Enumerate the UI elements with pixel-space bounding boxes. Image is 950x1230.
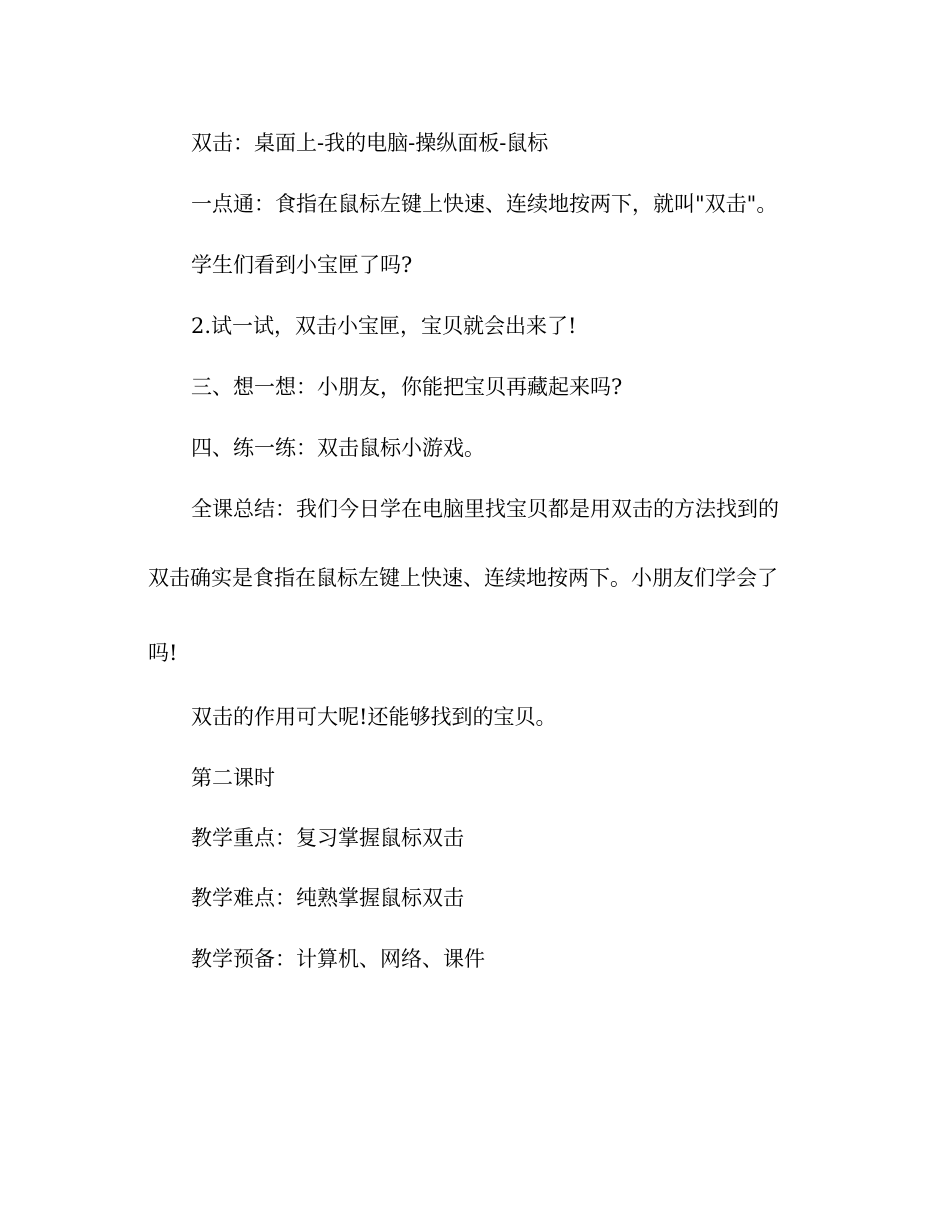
paragraph-tip: 一点通：食指在鼠标左键上快速、连续地按两下，就叫"双击"。	[191, 192, 778, 216]
paragraph-think: 三、想一想：小朋友，你能把宝贝再藏起来吗?	[191, 375, 623, 399]
paragraph-double-click-path: 双击：桌面上-我的电脑-操纵面板-鼠标	[191, 131, 549, 155]
paragraph-key-point: 教学重点：复习掌握鼠标双击	[191, 826, 464, 850]
paragraph-summary-line-2: 双击确实是食指在鼠标左键上快速、连续地按两下。小朋友们学会了	[148, 566, 778, 590]
paragraph-summary-line-1: 全课总结：我们今日学在电脑里找宝贝都是用双击的方法找到的	[191, 497, 779, 521]
paragraph-difficulty: 教学难点：纯熟掌握鼠标双击	[191, 886, 464, 910]
paragraph-practice: 四、练一练：双击鼠标小游戏。	[191, 436, 485, 460]
paragraph-try: 2.试一试，双击小宝匣，宝贝就会出来了!	[191, 314, 577, 338]
paragraph-question: 学生们看到小宝匣了吗?	[191, 253, 413, 277]
section-title-second-lesson: 第二课时	[191, 766, 275, 790]
paragraph-double-click-use: 双击的作用可大呢!还能够找到的宝贝。	[191, 705, 557, 729]
paragraph-preparation: 教学预备：计算机、网络、课件	[191, 947, 485, 971]
paragraph-summary-line-3: 吗!	[148, 641, 178, 665]
